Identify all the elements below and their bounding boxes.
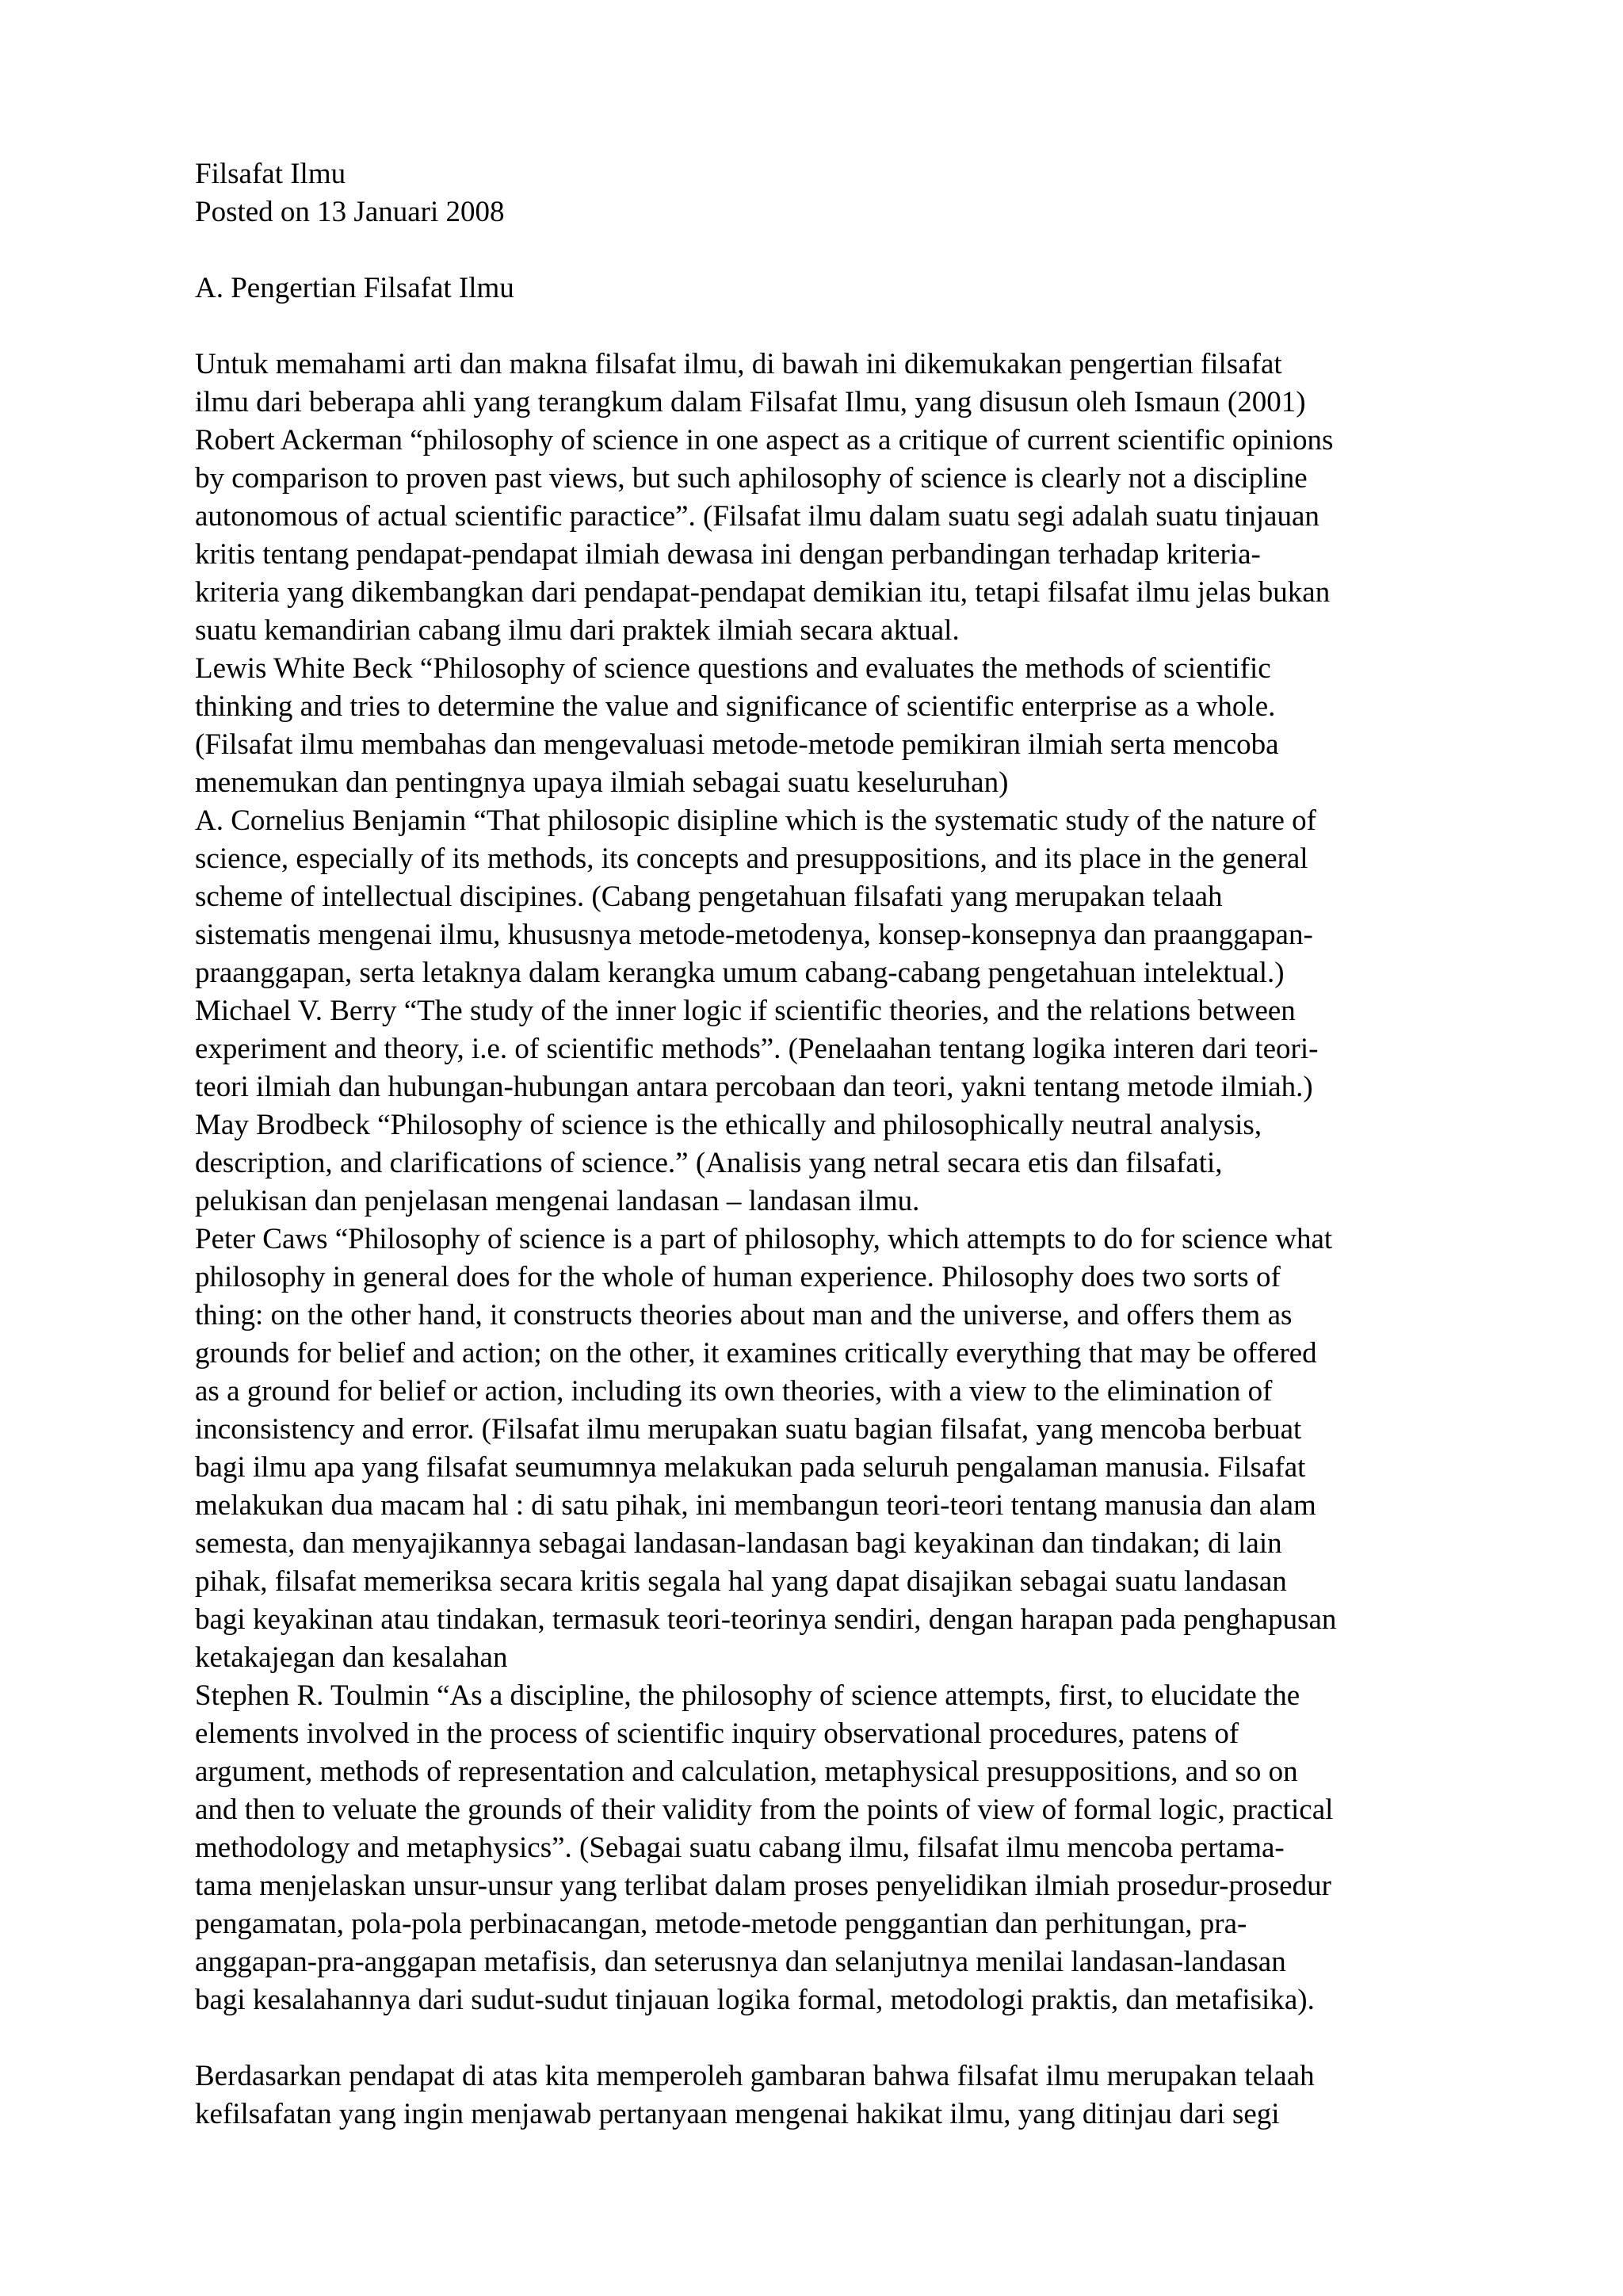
text-line: elements involved in the process of scientific inquiry observational procedures, patens of	[195, 1717, 1239, 1750]
text-line: Stephen R. Toulmin “As a discipline, the philosophy of science attempts, first, to elucidate the	[195, 1679, 1300, 1712]
document-title: Filsafat Ilmu	[195, 158, 346, 190]
text-line: by comparison to proven past views, but such aphilosophy of science is clearly not a discipline	[195, 462, 1308, 495]
text-line: kritis tentang pendapat-pendapat ilmiah dewasa ini dengan perbandingan terhadap kriteria-	[195, 538, 1261, 571]
text-line: tama menjelaskan unsur-unsur yang terlibat dalam proses penyelidikan ilmiah prosedur-prosedur	[195, 1870, 1331, 1902]
text-line: kriteria yang dikembangkan dari pendapat-pendapat demikian itu, tetapi filsafat ilmu jelas bukan	[195, 576, 1331, 609]
text-line: inconsistency and error. (Filsafat ilmu merupakan suatu bagian filsafat, yang mencoba berbuat	[195, 1413, 1302, 1446]
text-line: autonomous of actual scientific paractice”. (Filsafat ilmu dalam suatu segi adalah suatu tinjauan	[195, 500, 1319, 533]
text-line: science, especially of its methods, its concepts and presuppositions, and its place in the general	[195, 842, 1308, 875]
text-line: Lewis White Beck “Philosophy of science questions and evaluates the methods of scientific	[195, 652, 1271, 685]
text-line: ketakajegan dan kesalahan	[195, 1641, 508, 1674]
text-line: pihak, filsafat memeriksa secara kritis segala hal yang dapat disajikan sebagai suatu landasan	[195, 1565, 1287, 1598]
spacer	[195, 2019, 1479, 2057]
text-line: pengamatan, pola-pola perbinacangan, metode-metode penggantian dan perhitungan, pra-	[195, 1908, 1247, 1940]
text-line: philosophy in general does for the whole of human experience. Philosophy does two sorts of	[195, 1261, 1281, 1293]
text-line: semesta, dan menyajikannya sebagai landasan-landasan bagi keyakinan dan tindakan; di lain	[195, 1527, 1282, 1560]
text-line: pelukisan dan penjelasan mengenai landasan – landasan ilmu.	[195, 1185, 920, 1217]
text-line: and then to veluate the grounds of their validity from the points of view of formal logic, practical	[195, 1794, 1334, 1826]
document-page	[195, 155, 1479, 2134]
text-line: menemukan dan pentingnya upaya ilmiah sebagai suatu keseluruhan)	[195, 766, 1009, 799]
text-line: melakukan dua macam hal : di satu pihak, ini membangun teori-teori tentang manusia dan alam	[195, 1489, 1316, 1522]
text-line: bagi ilmu apa yang filsafat seumumnya melakukan pada seluruh pengalaman manusia. Filsafat	[195, 1451, 1306, 1484]
text-line: thinking and tries to determine the value and significance of scientific enterprise as a whole.	[195, 690, 1276, 723]
text-line: anggapan-pra-anggapan metafisis, dan seterusnya dan selanjutnya menilai landasan-landasan	[195, 1946, 1286, 1978]
text-line: Michael V. Berry “The study of the inner logic if scientific theories, and the relations between	[195, 995, 1296, 1027]
text-line: grounds for belief and action; on the other, it examines critically everything that may be offered	[195, 1337, 1317, 1370]
text-line: May Brodbeck “Philosophy of science is the ethically and philosophically neutral analysis,	[195, 1109, 1262, 1141]
text-line: as a ground for belief or action, including its own theories, with a view to the elimination of	[195, 1375, 1273, 1408]
text-line: praanggapan, serta letaknya dalam kerangka umum cabang-cabang pengetahuan intelektual.)	[195, 957, 1285, 989]
text-line: sistematis mengenai ilmu, khususnya metode-metodenya, konsep-konsepnya dan praanggapan-	[195, 919, 1313, 951]
text-line: thing: on the other hand, it constructs theories about man and the universe, and offers them as	[195, 1299, 1293, 1331]
text-line: Berdasarkan pendapat di atas kita memperoleh gambaran bahwa filsafat ilmu merupakan telaah	[195, 2060, 1315, 2092]
spacer	[195, 231, 1479, 269]
text-line: scheme of intellectual discipines. (Cabang pengetahuan filsafati yang merupakan telaah	[195, 881, 1223, 913]
section-heading: A. Pengertian Filsafat Ilmu	[195, 272, 514, 304]
text-line: (Filsafat ilmu membahas dan mengevaluasi metode-metode pemikiran ilmiah serta mencoba	[195, 728, 1279, 761]
text-line: Untuk memahami arti dan makna filsafat ilmu, di bawah ini dikemukakan pengertian filsafat	[195, 348, 1282, 380]
text-line: Robert Ackerman “philosophy of science in one aspect as a critique of current scientific opinions	[195, 424, 1334, 457]
text-line: teori ilmiah dan hubungan-hubungan antara percobaan dan teori, yakni tentang metode ilmiah.)	[195, 1071, 1313, 1103]
text-line: bagi keyakinan atau tindakan, termasuk teori-teorinya sendiri, dengan harapan pada penghapusan	[195, 1603, 1337, 1636]
text-line: experiment and theory, i.e. of scientific methods”. (Penelaahan tentang logika interen dari teori-	[195, 1033, 1319, 1065]
posted-date: Posted on 13 Januari 2008	[195, 196, 505, 228]
text-line: suatu kemandirian cabang ilmu dari praktek ilmiah secara aktual.	[195, 614, 960, 647]
text-line: argument, methods of representation and calculation, metaphysical presuppositions, and so on	[195, 1755, 1298, 1788]
text-line: bagi kesalahannya dari sudut-sudut tinjauan logika formal, metodologi praktis, dan metafisika).	[195, 1984, 1315, 2016]
text-line: ilmu dari beberapa ahli yang terangkum dalam Filsafat Ilmu, yang disusun oleh Ismaun (2001)	[195, 386, 1306, 418]
body-paragraph-2	[195, 2057, 1479, 2134]
text-line: methodology and metaphysics”. (Sebagai suatu cabang ilmu, filsafat ilmu mencoba pertama-	[195, 1832, 1285, 1864]
text-line: Peter Caws “Philosophy of science is a part of philosophy, which attempts to do for science what	[195, 1223, 1333, 1255]
body-paragraph-1	[195, 346, 1479, 2019]
spacer	[195, 308, 1479, 346]
text-line: description, and clarifications of science.” (Analisis yang netral secara etis dan filsafati,	[195, 1147, 1223, 1179]
text-line: A. Cornelius Benjamin “That philosopic disipline which is the systematic study of the nature of	[195, 804, 1316, 837]
text-line: kefilsafatan yang ingin menjawab pertanyaan mengenai hakikat ilmu, yang ditinjau dari segi	[195, 2098, 1280, 2130]
